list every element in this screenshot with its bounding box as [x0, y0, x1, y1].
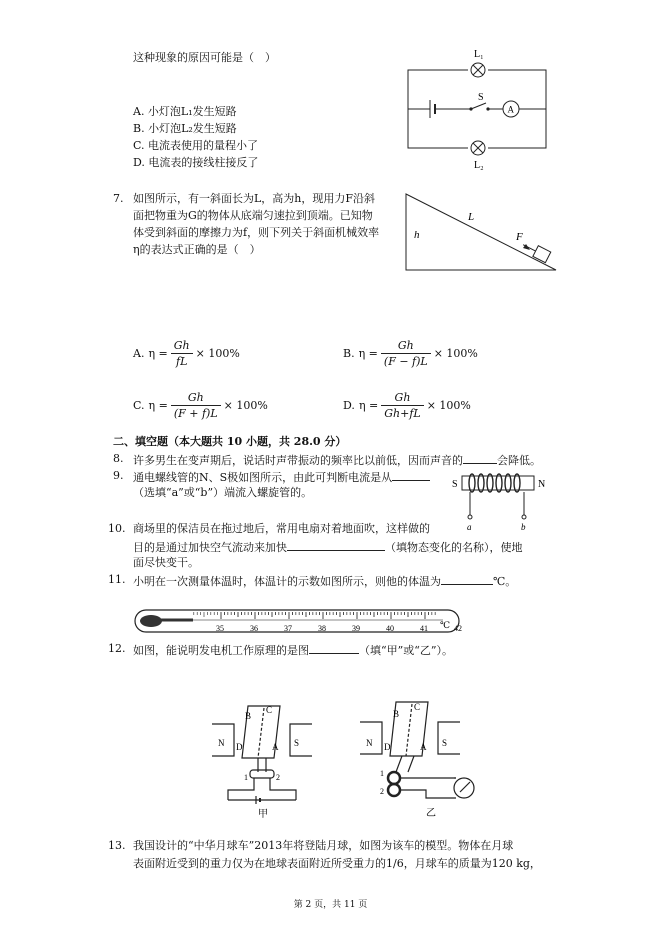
svg-text:N: N	[538, 479, 546, 490]
svg-text:L: L	[468, 211, 475, 223]
svg-text:2: 2	[380, 787, 384, 796]
q6-option-a: A. 小灯泡L₁发生短路	[133, 105, 237, 118]
caption-yi: 乙	[426, 808, 436, 819]
svg-text:N: N	[218, 738, 225, 748]
svg-text:2: 2	[276, 773, 280, 782]
svg-text:1: 1	[244, 773, 248, 782]
q7-incline-figure	[402, 190, 560, 278]
switch-icon	[471, 103, 486, 109]
svg-text:C: C	[266, 705, 273, 715]
q7-option-b: B. η = $\frac{Gh}{(F - f)L}$ × 100%	[343, 339, 478, 368]
thermometer-tick-label: 35	[216, 624, 224, 633]
svg-text:S: S	[452, 479, 458, 490]
q13-line-2: 表面附近受到的重力仅为在地球表面附近所受重力的1/6，月球车的质量为120 kg，	[133, 857, 541, 870]
q6-stem: 这种现象的原因可能是（ ）	[133, 51, 276, 64]
q11-number: 11.	[108, 573, 126, 586]
q10-line-2: 目的是通过加快空气流动来加快 （填物态变化的名称），使地	[133, 538, 523, 556]
q7-line-1: 如图所示，有一斜面长为L，高为h，现用力F沿斜	[133, 192, 376, 205]
thermometer-unit: ℃	[440, 620, 451, 630]
thermometer-tick-label: 37	[284, 624, 292, 633]
q11-answer-blank[interactable]	[441, 572, 493, 585]
q7-option-d: D. η = $\frac{Gh}{Gh+fL}$ × 100%	[343, 391, 471, 420]
svg-text:D: D	[236, 742, 243, 752]
q7-option-a: A. η = $\frac{Gh}{fL}$ × 100%	[133, 339, 240, 368]
q13-number: 13.	[108, 839, 126, 852]
q10-number: 10.	[108, 522, 126, 535]
q13-line-1: 我国设计的“中华月球车”2013年将登陆月球，如图为该车的模型。物体在月球	[133, 839, 514, 852]
label-l2: L₂	[474, 160, 484, 171]
q6-option-c: C. 电流表使用的量程小了	[133, 139, 259, 152]
label-l1: L₁	[474, 49, 484, 60]
q7-line-2: 面把物重为G的物体从底端匀速拉到顶端。已知物	[133, 209, 373, 222]
svg-text:A: A	[507, 104, 514, 115]
thermometer-tick-label: 42	[454, 624, 462, 633]
svg-text:B: B	[393, 709, 400, 719]
svg-text:h: h	[414, 229, 420, 241]
svg-text:D: D	[384, 742, 391, 752]
q12-figure-yi	[356, 694, 486, 820]
q10-line-3: 面尽快变干。	[133, 556, 199, 569]
caption-jia: 甲	[258, 809, 268, 820]
svg-text:C: C	[414, 702, 421, 712]
q12-text: 如图，能说明发电机工作原理的是图 （填“甲”或“乙”）。	[133, 641, 453, 659]
svg-text:A: A	[272, 742, 279, 752]
solenoid-core-icon	[462, 476, 534, 490]
thermometer-tick-label: 41	[420, 624, 428, 633]
q12-figure-jia	[208, 700, 318, 820]
q9-line-2: （选填“a”或“b”）端流入螺旋管的。	[133, 486, 313, 499]
svg-text:a: a	[467, 522, 472, 532]
q11-text: 小明在一次测量体温时，体温计的示数如图所示，则他的体温为 ℃。	[133, 572, 516, 590]
thermometer-tick-label: 39	[352, 624, 360, 633]
svg-text:S: S	[442, 738, 448, 748]
thermometer-tick-label: 36	[250, 624, 258, 633]
q6-circuit-figure	[400, 44, 555, 174]
thermometer-bulb-icon	[140, 615, 162, 627]
svg-text:F: F	[516, 231, 523, 243]
q8-answer-blank[interactable]	[463, 451, 497, 464]
svg-text:S: S	[478, 92, 484, 103]
section-2-title: 二、填空题（本大题共 10 小题，共 28.0 分）	[113, 435, 347, 448]
q9-number: 9.	[113, 469, 124, 482]
q9-line-1: 通电螺线管的N、S极如图所示，由此可判断电流是从	[133, 468, 430, 486]
svg-text:S: S	[294, 738, 300, 748]
thermometer-tick-label: 38	[318, 624, 326, 633]
svg-text:N: N	[366, 738, 373, 748]
q7-line-4: η的表达式正确的是（ ）	[133, 243, 261, 256]
q8-number: 8.	[113, 452, 124, 465]
q8-text: 许多男生在变声期后，说话时声带振动的频率比以前低，因而声音的 会降低。	[133, 451, 541, 469]
svg-text:A: A	[420, 742, 427, 752]
page-footer: 第 2 页，共 11 页	[293, 900, 368, 910]
q12-answer-blank[interactable]	[309, 641, 359, 654]
svg-text:b: b	[521, 522, 526, 532]
q9-answer-blank[interactable]	[392, 468, 430, 481]
q6-option-d: D. 电流表的接线柱接反了	[133, 156, 259, 169]
q10-line-1: 商场里的保洁员在拖过地后，常用电扇对着地面吹，这样做的	[133, 522, 430, 535]
q9-solenoid-figure	[448, 470, 548, 532]
q7-number: 7.	[113, 192, 124, 205]
q10-answer-blank[interactable]	[287, 538, 385, 551]
q6-option-b: B. 小灯泡L₂发生短路	[133, 122, 237, 135]
svg-text:B: B	[245, 711, 252, 721]
q11-thermometer-figure	[133, 604, 463, 638]
q12-number: 12.	[108, 642, 126, 655]
q7-option-c: C. η = $\frac{Gh}{(F + f)L}$ × 100%	[133, 391, 268, 420]
thermometer-tick-label: 40	[386, 624, 394, 633]
svg-text:1: 1	[380, 769, 384, 778]
q7-line-3: 体受到斜面的摩擦力为f，则下列关于斜面机械效率	[133, 226, 380, 239]
